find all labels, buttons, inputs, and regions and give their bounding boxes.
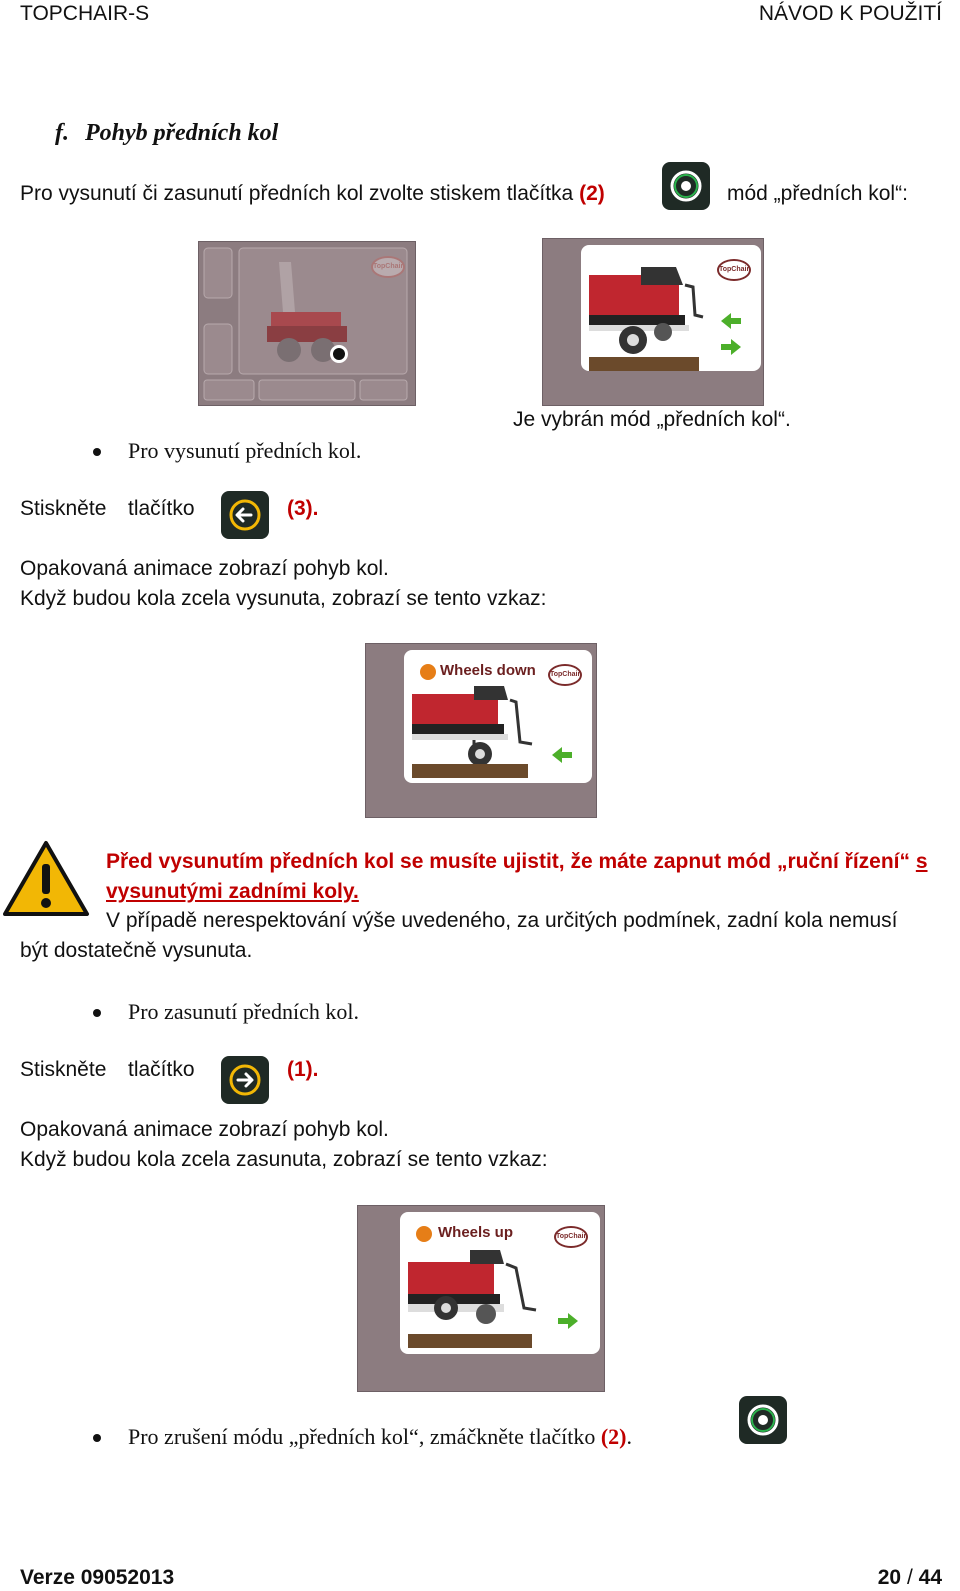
mode-caption: Je vybrán mód „předních kol“.	[513, 408, 791, 431]
wheels-up-card	[400, 1212, 600, 1354]
retract-press-b: tlačítko	[128, 1058, 195, 1081]
extend-press-b: tlačítko	[128, 497, 195, 520]
extend-button-ref: (3).	[287, 497, 319, 520]
section-title: Pohyb předních kol	[85, 120, 279, 146]
warning-line1: Před vysunutím předních kol se musíte ujistit, že máte zapnut mód „ruční řízení“	[106, 850, 910, 873]
mode-button-icon	[739, 1396, 787, 1444]
header-right: NÁVOD K POUŽITÍ	[758, 2, 942, 25]
extend-message-text: Když budou kola zcela vysunuta, zobrazí se tento vzkaz:	[20, 587, 547, 610]
floor	[589, 357, 699, 371]
bullet-dot	[93, 1009, 101, 1017]
retract-anim-text: Opakovaná animace zobrazí pohyb kol.	[20, 1118, 389, 1141]
cancel-text-body: Pro zrušení módu „předních kol“, zmáčkněte tlačítko	[128, 1424, 601, 1449]
wheels-up-screen	[357, 1205, 605, 1392]
topchair-badge: TopChair	[371, 256, 405, 278]
footer-page: 20	[877, 1566, 902, 1589]
intro-prefix: Pro vysunutí či zasunutí předních kol zvolte stiskem tlačítka	[20, 182, 580, 205]
mode-selection-screen	[198, 241, 416, 406]
intro-text	[20, 182, 605, 206]
info-icon	[420, 664, 436, 680]
retract-button-ref: (1).	[287, 1058, 319, 1081]
wheels-up-label: Wheels up	[438, 1224, 514, 1241]
intro-suffix: mód „předních kol“:	[727, 182, 908, 205]
bullet-dot	[93, 448, 101, 456]
extend-bullet-text: Pro vysunutí předních kol.	[128, 438, 362, 463]
extend-anim-text: Opakovaná animace zobrazí pohyb kol.	[20, 557, 389, 580]
right-arrow-button-icon	[221, 1056, 269, 1104]
footer-total: 44	[918, 1566, 942, 1589]
retract-message-text: Když budou kola zcela zasunuta, zobrazí se tento vzkaz:	[20, 1148, 548, 1171]
warning-underlined-s: s	[915, 850, 928, 873]
floor	[408, 1334, 532, 1348]
retract-bullet-text: Pro zasunutí předních kol.	[128, 999, 359, 1024]
floor	[412, 764, 528, 778]
info-icon	[416, 1226, 432, 1242]
wheels-down-label: Wheels down	[440, 662, 536, 679]
footer-sep: /	[906, 1566, 913, 1589]
footer-version: Verze 09052013	[20, 1566, 175, 1589]
topchair-badge: TopChair	[554, 1226, 588, 1248]
retract-press-a: Stiskněte	[20, 1058, 107, 1081]
section-number: f.	[55, 120, 69, 146]
mode-button-icon	[662, 162, 710, 210]
left-arrow-button-icon	[221, 491, 269, 539]
warning-icon	[2, 840, 90, 923]
mode-card	[581, 245, 761, 371]
cancel-button-ref: (2)	[600, 1424, 627, 1449]
warning-note-line2: být dostatečně vysunuta.	[20, 939, 253, 962]
extend-press-a: Stiskněte	[20, 497, 107, 520]
section-heading	[55, 120, 278, 147]
front-wheels-mode-screen	[542, 238, 764, 406]
warning-note-line1: V případě nerespektování výše uvedeného, za určitých podmínek, zadní kola nemusí	[106, 909, 898, 932]
cancel-text	[128, 1424, 632, 1450]
bullet-dot	[93, 1434, 101, 1442]
wheels-down-screen	[365, 643, 597, 818]
intro-button-ref: (2)	[579, 182, 605, 205]
topchair-badge: TopChair	[717, 259, 751, 281]
topchair-badge: TopChair	[548, 664, 582, 686]
warning-bold-line	[106, 850, 928, 874]
footer-page-number	[878, 1566, 942, 1590]
header-left: TOPCHAIR-S	[20, 2, 150, 25]
warning-underlined-line2: vysunutými zadními koly.	[106, 880, 359, 903]
cancel-dot: .	[626, 1424, 632, 1449]
wheels-down-card	[404, 650, 592, 783]
